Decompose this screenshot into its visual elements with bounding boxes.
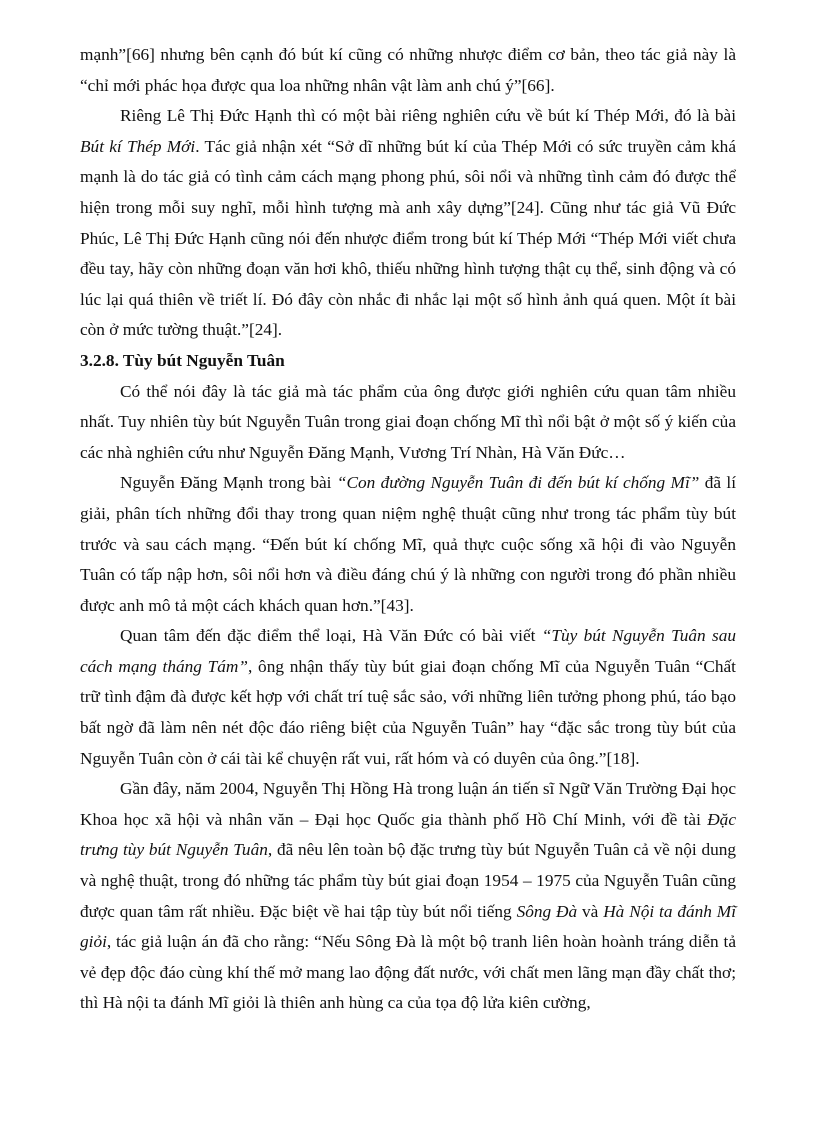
italic-title: Sông Đà	[516, 901, 578, 921]
italic-title: Bút kí Thép Mới	[80, 136, 196, 156]
italic-title: “Con đường Nguyễn Tuân đi đến bút kí chống Mĩ”	[336, 473, 700, 493]
section-heading: 3.2.8. Tùy bút Nguyễn Tuân	[80, 350, 285, 370]
document-page	[80, 40, 736, 1019]
paragraph	[80, 101, 736, 346]
paragraph-text: Có thể nói đây là tác giả mà tác phẩm của ông được giới nghiên cứu quan tâm nhiều nhất. Tuy nhiên tùy bút Nguyễn Tuân trong giai đoạn chống Mĩ thì nổi bật ở một số ý kiến của các nhà nghiên cứu như Nguyễn Đăng Mạnh, Vương Trí Nhàn, Hà Văn Đức…	[80, 381, 736, 462]
paragraph-text: đã lí giải, phân tích những đổi thay trong quan niệm nghệ thuật cũng như trong tác phẩm tùy bút trước và sau cách mạng. “Đến bút kí chống Mĩ, quả thực cuộc sống xã hội đi vào Nguyễn Tuân có tấp nập hơn, sôi nổi hơn và điều đáng chú ý là những con người trong đó phần nhiều được anh mô tả một cách khách quan hơn.”[43].	[80, 473, 736, 615]
italic-title: Đặc trưng tùy bút Nguyễn Tuân	[80, 809, 736, 860]
paragraph	[80, 774, 736, 1019]
paragraph-text: Nguyễn Đăng Mạnh trong bài	[120, 473, 337, 493]
paragraph-text: mạnh”[66] nhưng bên cạnh đó bút kí cũng có những nhược điểm cơ bản, theo tác giả này là “chỉ mới phác họa được qua loa những nhân vật làm anh chú ý”[66].	[80, 45, 736, 95]
paragraph-text: Riêng Lê Thị Đức Hạnh thì có một bài riêng nghiên cứu về bút kí Thép Mới, đó là bài	[120, 106, 736, 126]
paragraph	[80, 468, 736, 621]
italic-title: Hà Nội ta đánh Mĩ giỏi	[80, 901, 736, 952]
paragraph-text: , tác giả luận án đã cho rằng: “Nếu Sông Đà là một bộ tranh liên hoàn hoành tráng diễn tả vẻ đẹp độc đáo cùng khí thế mở mang lao động đất nước, với chất men lãng mạn đầy chất thơ; thì Hà nội ta đánh Mĩ giỏi là thiên anh hùng ca của tọa độ lửa kiên cường,	[80, 932, 736, 1013]
paragraph	[80, 377, 736, 469]
paragraph	[80, 40, 736, 101]
paragraph-text: và	[577, 901, 604, 921]
paragraph	[80, 621, 736, 774]
paragraph-text: , đã nêu lên toàn bộ đặc trưng tùy bút Nguyễn Tuân cả về nội dung và nghệ thuật, trong đó những tác phẩm tùy bút giai đoạn 1954 – 1975 của Nguyễn Tuân cũng được quan tâm rất nhiều. Đặc biệt về hai tập tùy bút nổi tiếng	[80, 840, 737, 921]
paragraph-text: Gần đây, năm 2004, Nguyễn Thị Hồng Hà trong luận án tiến sĩ Ngữ Văn Trường Đại học Khoa học xã hội và nhân văn – Đại học Quốc gia thành phố Hồ Chí Minh, với đề tài	[80, 779, 736, 829]
paragraph-text: Quan tâm đến đặc điểm thể loại, Hà Văn Đức có bài viết	[120, 626, 542, 646]
paragraph-text: , ông nhận thấy tùy bút giai đoạn chống Mĩ của Nguyễn Tuân “Chất trữ tình đậm đà được kết hợp với chất trí tuệ sắc sảo, với những liên tưởng phong phú, táo bạo bất ngờ đã làm nên nét độc đáo riêng biệt của Nguyễn Tuân” hay “đặc sắc trong tùy bút của Nguyễn Tuân còn ở cái tài kể chuyện rất vui, rất hóm và có duyên của ông.”[18].	[80, 656, 736, 768]
paragraph-text: . Tác giả nhận xét “Sở dĩ những bút kí của Thép Mới có sức truyền cảm khá mạnh là do tác giả có tình cảm cách mạng phong phú, sôi nổi và những tình cảm đó được thể hiện trong mỗi suy nghĩ, mỗi hình tượng mà anh xây dựng”[24]. Cũng như tác giả Vũ Đức Phúc, Lê Thị Đức Hạnh cũng nói đến nhược điểm trong bút kí Thép Mới “Thép Mới viết chưa đều tay, hãy còn những đoạn văn hơi khô, thiếu những hình tượng thật cụ thể, sinh động và có lúc lại quá thiên về triết lí. Đó đây còn nhắc đi nhắc lại một số hình ảnh quá quen. Một ít bài còn ở mức tường thuật.”[24].	[80, 136, 736, 340]
italic-title: “Tùy bút Nguyễn Tuân sau cách mạng tháng Tám”	[80, 626, 736, 676]
